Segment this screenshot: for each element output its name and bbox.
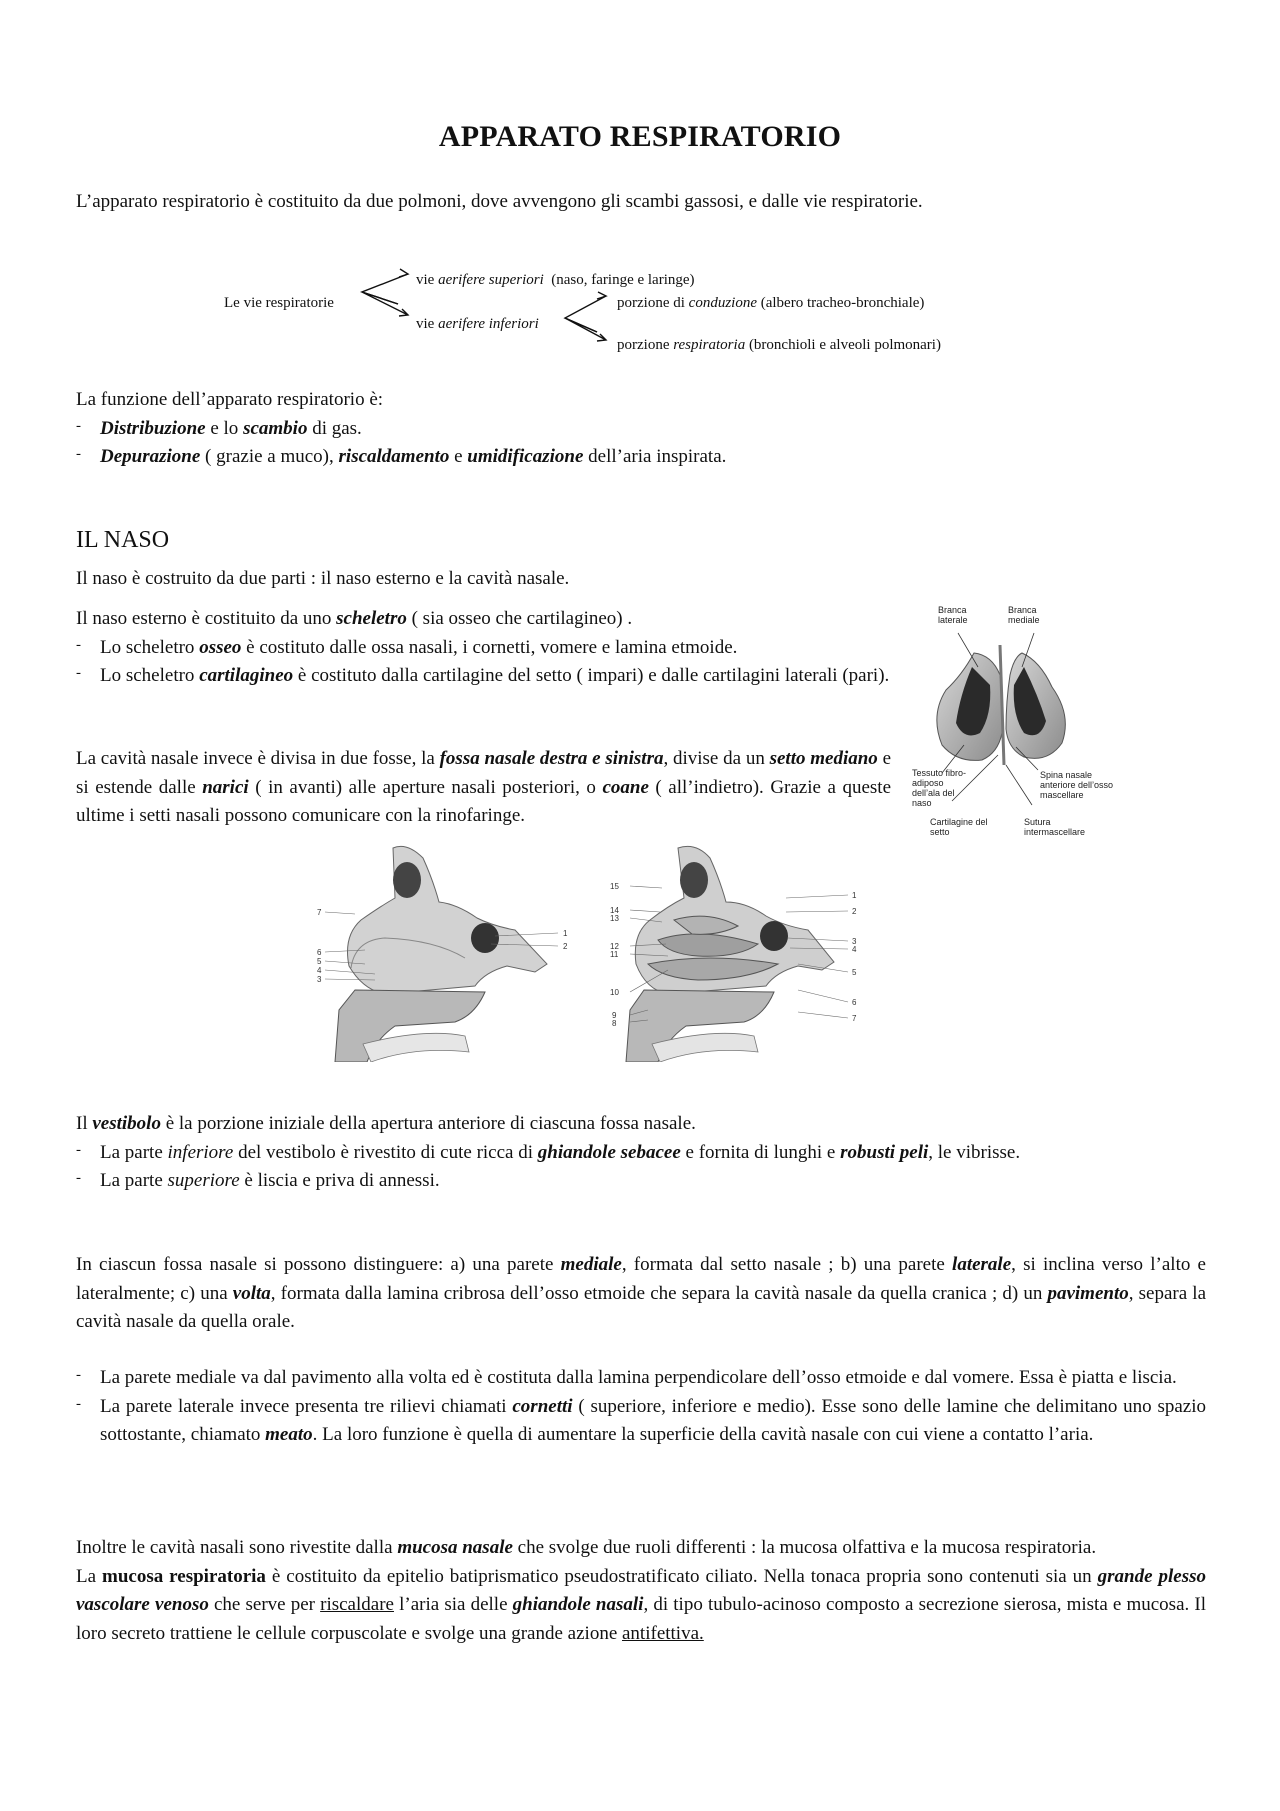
lower-airways: vie aerifere inferiori [416,316,539,332]
upper-airways: vie aerifere superiori (naso, faringe e laringe) [416,272,695,288]
pareti-paragraph: In ciascun fossa nasale si possono distinguere: a) una parete mediale, formata dal setto nasale ; b) una parete laterale, si inclina verso l’alto e lateralmente; c) una volta, formata dalla lamina cribrosa dell’osso etmoide che separa la cavità nasale da quella cranica ; d) un pavimento, separa la cavità nasale da quella orale. [76,1254,1207,1332]
lateral-number-12: 12 [610,942,619,951]
lateral-number-14: 14 [610,906,619,915]
pareti-list-block [76,1364,1206,1450]
septum-number-5: 5 [317,957,322,966]
vestibolo-list [76,1139,1206,1196]
lateral-number-11: 11 [610,950,619,959]
lateral-number-4: 4 [852,945,857,954]
diagram-root: Le vie respiratorie [224,295,334,311]
lateral-number-6: 6 [852,998,857,1007]
label-cartilagine-setto: Cartilagine del setto [930,817,988,837]
lateral-number-15: 15 [610,882,619,891]
respiratory-portion: porzione respiratoria (bronchioli e alveoli polmonari) [617,337,941,353]
vestibolo-item-inferiore: ‐ La parte inferiore del vestibolo è rivestito di cute ricca di ghiandole sebacee e fornita di lunghi e robusti peli, le vibrisse. [76,1139,1206,1168]
label-sutura-intermascellare: Sutura intermascellare [1024,817,1086,837]
branch-arrow-lower [362,292,408,315]
lateral-number-3: 3 [852,937,857,946]
function-block [76,386,1206,472]
septum-number-1: 1 [563,929,568,938]
section-heading-naso: IL NASO [76,527,170,553]
mucosa-paragraph-2: La mucosa respiratoria è costituito da epitelio batiprismatico pseudostratificato ciliato. Nella tonaca propria sono contenuti sia un grande plesso vascolare venoso che serve per riscaldare l’aria sia delle ghiandole nasali, di tipo tubulo-acinoso composto a secrezione sierosa, mista e mucosa. Il loro secreto trattiene le cellule corpuscolate e svolge una grande azione antifettiva. [76,1565,1207,1644]
label-branca-laterale: Branca laterale [938,605,968,625]
pareti-list [76,1364,1206,1450]
label-branca-mediale: Branca mediale [1008,605,1040,625]
label-spina-nasale: Spina nasale anteriore dell’osso mascellare [1040,770,1114,800]
parete-mediale-item: ‐ La parete mediale va dal pavimento alla volta ed è costituta dalla lamina perpendicolare dell’osso etmoide e dal vomere. Essa è piatta e liscia. [76,1364,1206,1393]
skeleton-item-cartilagineo: ‐ Lo scheletro cartilagineo è costituto dalla cartilagine del setto ( impari) e dalle cartilagini laterali (pari). [76,662,891,691]
lateral-number-8: 8 [612,1019,617,1028]
skeleton-item-osseo: ‐ Lo scheletro osseo è costituto dalle ossa nasali, i cornetti, vomere e lamina etmoide. [76,634,891,663]
lateral-number-5: 5 [852,968,857,977]
lateral-number-13: 13 [610,914,619,923]
naso-paragraph-2: Il naso esterno è costituito da uno scheletro ( sia osseo che cartilagineo) . [76,608,633,629]
mucosa-block [76,1534,1206,1648]
naso-paragraph-1: Il naso è costruito da due parti : il naso esterno e la cavità nasale. [76,568,570,589]
airways-diagram [0,262,1280,362]
septum-number-2: 2 [563,942,568,951]
arrowhead-conduction [597,292,606,299]
septum-number-7: 7 [317,908,322,917]
function-item-2: ‐ Depurazione ( grazie a muco), riscaldamento e umidificazione dell’aria inspirata. [76,443,1206,472]
septum-number-4: 4 [317,966,322,975]
branch-arrow-respiratory [565,318,606,340]
page-title: APPARATO RESPIRATORIO [438,120,842,153]
function-intro: La funzione dell’apparato respiratorio è: [76,389,384,410]
skeleton-list [76,634,891,691]
parete-laterale-item: ‐ La parete laterale invece presenta tre rilievi chiamati cornetti ( superiore, inferiore e medio). Esse sono delle lamine che delimitano uno spazio sottostante, chiamato meato. La loro funzione è quella di aumentare la superficie della cavità nasale con cui viene a contatto l’aria. [76,1393,1206,1450]
septum-number-3: 3 [317,975,322,984]
conduction-portion: porzione di conduzione (albero tracheo-bronchiale) [617,295,925,311]
function-item-1: ‐ Distribuzione e lo scambio di gas. [76,415,1206,444]
septum-number-6: 6 [317,948,322,957]
lateral-number-1: 1 [852,891,857,900]
vestibolo-paragraph: Il vestibolo è la porzione iniziale della apertura anteriore di ciascuna fossa nasale. [76,1113,696,1134]
nose-skeleton-figure [912,605,1114,843]
lateral-number-7: 7 [852,1014,857,1023]
naso-cavity-paragraph: La cavità nasale invece è divisa in due fosse, la fossa nasale destra e sinistra, divise da un setto mediano e si estende dalle narici ( in avanti) alle aperture nasali posteriori, o coane ( all’indietro). Grazie a queste ultime i setti nasali possono comunicare con la rinofaringe. [76,748,892,826]
lateral-wall-section-figure [608,840,888,1062]
lateral-number-10: 10 [610,988,619,997]
septum-section-figure [315,840,600,1062]
lateral-number-9: 9 [612,1011,617,1020]
intro-paragraph: L’apparato respiratorio è costituito da due polmoni, dove avvengono gli scambi gassosi, e dalle vie respiratorie. [76,191,923,212]
naso-external-block [76,605,891,691]
vestibolo-item-superiore: ‐ La parte superiore è liscia e priva di annessi. [76,1167,1206,1196]
lateral-number-2: 2 [852,907,857,916]
label-tessuto-fibro-adiposo: Tessuto fibro-adiposo dell’ala del naso [912,768,967,808]
mucosa-paragraph-1: Inoltre le cavità nasali sono rivestite dalla mucosa nasale che svolge due ruoli differenti : la mucosa olfattiva e la mucosa respiratoria. [76,1537,1097,1558]
function-list [76,415,1206,472]
vestibolo-block [76,1110,1206,1196]
arrowhead-upper [399,269,408,277]
